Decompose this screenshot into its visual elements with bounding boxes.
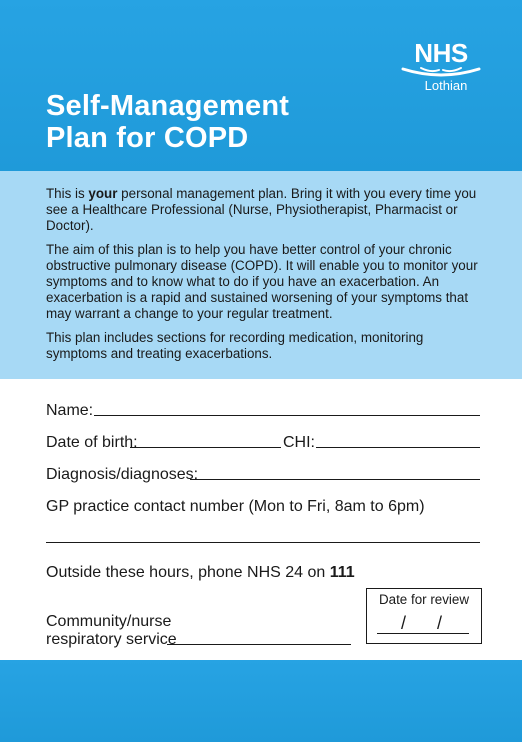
review-date-underline bbox=[377, 633, 469, 634]
gp-contact-label: GP practice contact number (Mon to Fri, 8am to 6pm) bbox=[46, 498, 425, 515]
community-label-line-2: respiratory service bbox=[46, 631, 177, 648]
intro-paragraph-3: This plan includes sections for recording medication, monitoring symptoms and treating exacerbations. bbox=[46, 330, 424, 361]
intro-p1-pre: This is bbox=[46, 186, 89, 201]
date-separator-1: / bbox=[401, 613, 407, 633]
chi-label: CHI: bbox=[283, 434, 315, 451]
page-title bbox=[46, 90, 289, 154]
gp-contact-field[interactable] bbox=[46, 542, 480, 543]
community-service-field[interactable] bbox=[167, 644, 351, 645]
intro-panel bbox=[0, 171, 522, 379]
diagnosis-field[interactable] bbox=[190, 479, 480, 480]
intro-p1-post: personal management plan. Bring it with you every time you see a Healthcare Professional (Nurse, Physiotherapist, Pharmacist or Doctor). bbox=[46, 186, 477, 233]
title-line-1: Self-Management bbox=[46, 90, 290, 122]
nhs24-number: 111 bbox=[329, 564, 355, 581]
intro-p1-bold: your bbox=[88, 186, 118, 201]
community-label-line-1: Community/nurse bbox=[46, 613, 172, 630]
footer-banner bbox=[0, 660, 522, 742]
chi-field[interactable] bbox=[316, 447, 480, 448]
nhs-lothian-logo bbox=[396, 40, 486, 104]
date-separator-2: / bbox=[437, 613, 443, 633]
title-line-2: Plan for COPD bbox=[46, 122, 249, 154]
review-date-box bbox=[366, 588, 482, 644]
outside-hours-pre: Outside these hours, phone NHS 24 on bbox=[46, 564, 330, 581]
logo-nhs-text: NHS bbox=[414, 38, 468, 68]
intro-paragraph-2: The aim of this plan is to help you have better control of your chronic obstructive pulmonary disease (COPD). It will enable you to monitor your symptoms and to know what to do if you have an exacerbation. An exacerbation is a rapid and sustained worsening of your symptoms that may warrant a change to your regular treatment. bbox=[46, 242, 478, 321]
logo-region-text: Lothian bbox=[424, 78, 468, 93]
name-label: Name: bbox=[46, 402, 94, 419]
review-date-field[interactable] bbox=[377, 611, 469, 635]
name-field[interactable] bbox=[94, 415, 480, 416]
review-date-label: Date for review bbox=[378, 592, 470, 607]
intro-paragraph-1 bbox=[46, 186, 486, 234]
dob-field[interactable] bbox=[130, 447, 281, 448]
dob-label: Date of birth: bbox=[46, 434, 138, 451]
header-banner bbox=[0, 0, 522, 171]
diagnosis-label: Diagnosis/diagnoses: bbox=[46, 466, 199, 483]
outside-hours-text bbox=[46, 564, 355, 582]
